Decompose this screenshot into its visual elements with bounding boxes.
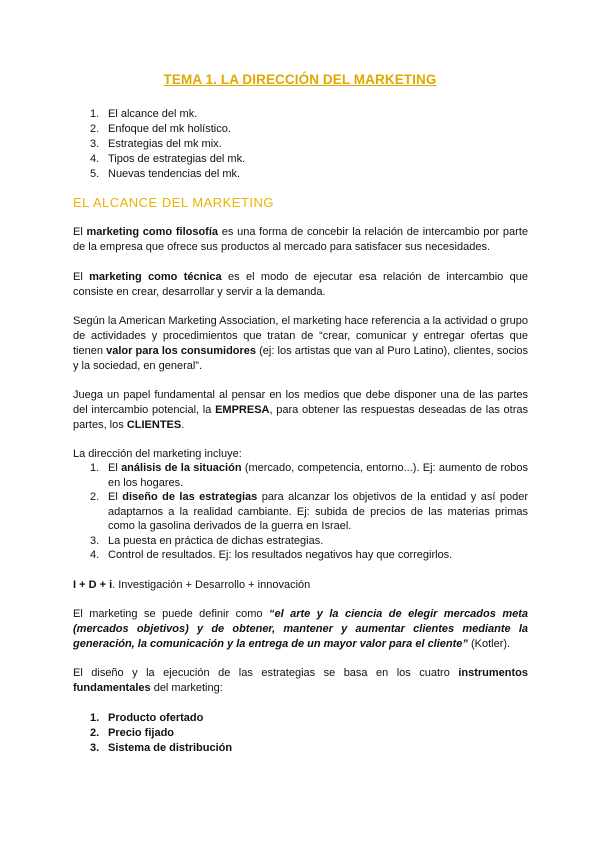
paragraph-idi: I + D + i. Investigación + Desarrollo + innovación xyxy=(73,579,311,591)
paragraph-kotler-definition: El marketing se puede definir como “el arte y la ciencia de elegir mercados meta (mercados objetivos) y de obtener, mantener y aumentar clientes mediante la generación, la comunicación y la entrega de un mayor valor para el cliente” (Kotler). xyxy=(73,608,529,650)
list-item: 1. Producto ofertado xyxy=(90,712,204,724)
list-item: 1. El análisis de la situación (mercado, competencia, entorno...). Ej: aumento de robos en los hogares. xyxy=(90,462,528,489)
list-item: 3. La puesta en práctica de dichas estrategias. xyxy=(90,534,324,547)
direction-list xyxy=(73,461,528,563)
toc-item: 2. Enfoque del mk holístico. xyxy=(90,123,231,135)
toc-item: 4. Tipos de estrategias del mk. xyxy=(90,153,246,165)
table-of-contents xyxy=(90,107,245,182)
paragraph-ama-definition: Según la American Marketing Association, el marketing hace referencia a la actividad o grupo de actividades y procedimientos que tratan de “crear, comunicar y entregar ofertas que tienen valor para los consumidores (ej: los artistas que van al Puro Latino), clientes, socios y la sociedad, en general”. xyxy=(73,315,529,372)
paragraph-direction-intro: La dirección del marketing incluye: xyxy=(73,448,242,460)
section-heading: EL ALCANCE DEL MARKETING xyxy=(73,195,275,210)
paragraph-instruments-intro: El diseño y la ejecución de las estrategias se basa en los cuatro instrumentos fundamentales del marketing: xyxy=(73,667,528,694)
page-title: TEMA 1. LA DIRECCIÓN DEL MARKETING xyxy=(163,72,437,87)
list-item: 2. El diseño de las estrategias para alcanzar los objetivos de la entidad y así poder adaptarnos a la realidad cambiante. Ej: subida de precios de las materias primas como la gasolina derivados de la guerra en Israel. xyxy=(90,491,528,532)
toc-item: 3. Estrategias del mk mix. xyxy=(90,138,222,150)
paragraph-technique: El marketing como técnica es el modo de ejecutar esa relación de intercambio que consiste en crear, desarrollar y servir a la demanda. xyxy=(73,271,528,298)
instruments-list xyxy=(73,711,232,756)
paragraph-philosophy: El marketing como filosofía es una forma de concebir la relación de intercambio por parte de la empresa que ofrece sus productos al mercado para satisfacer sus necesidades. xyxy=(73,226,528,253)
toc-item: 1. El alcance del mk. xyxy=(90,108,198,120)
toc-item: 5. Nuevas tendencias del mk. xyxy=(90,168,241,180)
paragraph-role: Juega un papel fundamental al pensar en los medios que debe disponer una de las partes del intercambio potencial, la EMPRESA, para obtener las respuestas deseadas de las otras partes, los CLIENTES. xyxy=(73,389,528,431)
list-item: 3. Sistema de distribución xyxy=(90,742,233,754)
list-item: 2. Precio fijado xyxy=(90,727,175,739)
list-item: 4. Control de resultados. Ej: los resultados negativos hay que corregirlos. xyxy=(90,549,453,561)
